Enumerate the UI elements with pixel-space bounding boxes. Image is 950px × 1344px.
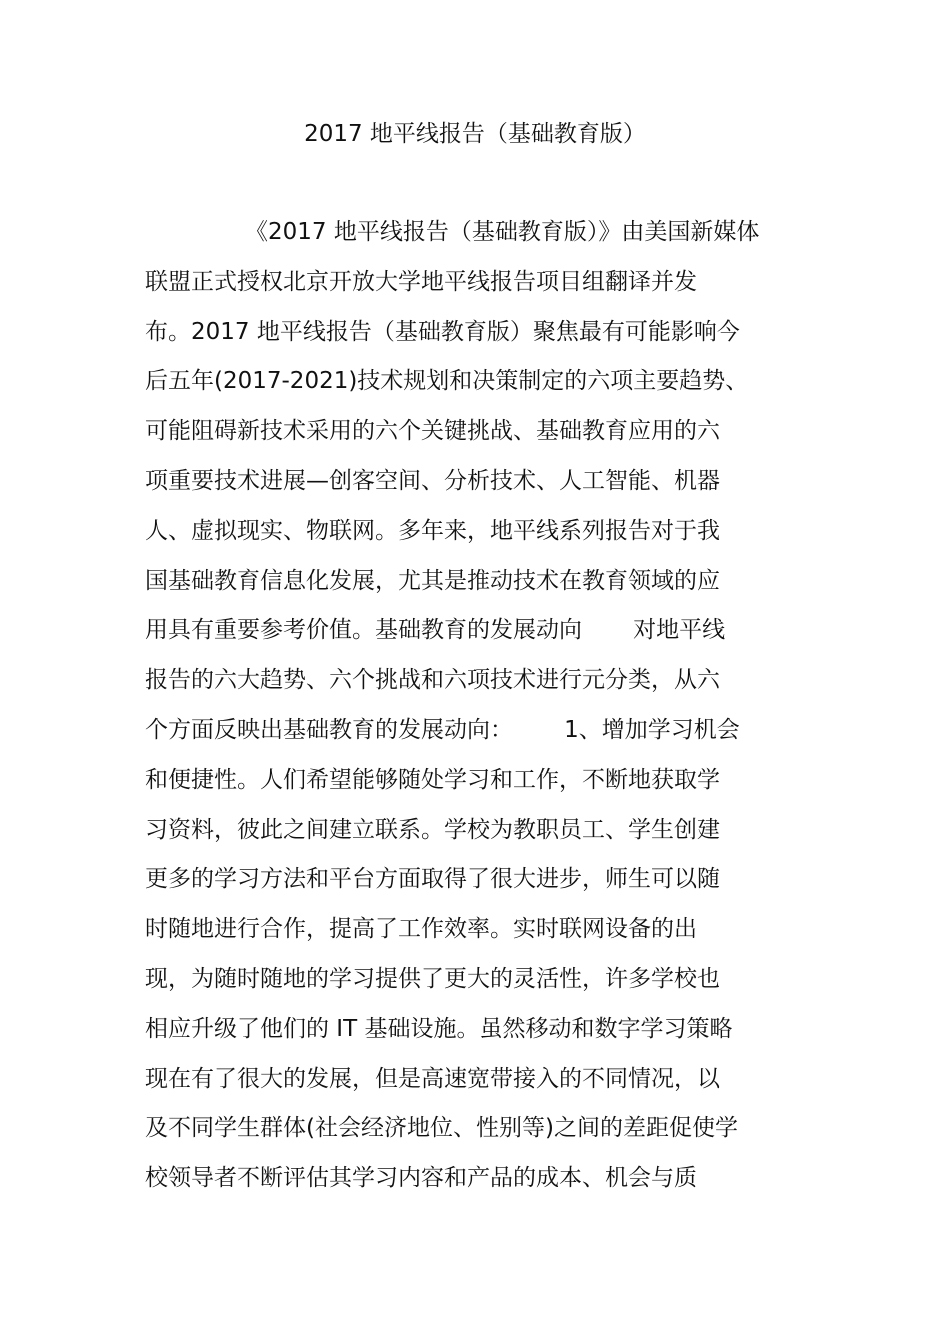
paragraph-line: 时随地进行合作，提高了工作效率。实时联网设备的出 xyxy=(145,916,697,943)
paragraph-line: 现，为随时随地的学习提供了更大的灵活性，许多学校也 xyxy=(145,965,720,992)
paragraph-line: 现在有了很大的发展，但是高速宽带接入的不同情况，以 xyxy=(145,1065,720,1092)
paragraph-line: 可能阻碍新技术采用的六个关键挑战、基础教育应用的六 xyxy=(145,418,720,445)
paragraph-line: 个方面反映出基础教育的发展动向： 1、增加学习机会 xyxy=(145,716,740,743)
paragraph-line: 更多的学习方法和平台方面取得了很大进步，师生可以随 xyxy=(145,866,720,893)
document-body xyxy=(145,214,825,1210)
paragraph-line: 用具有重要参考价值。基础教育的发展动向 对地平线 xyxy=(145,617,726,644)
document-title: 2017 地平线报告（基础教育版） xyxy=(304,121,646,147)
paragraph-line: 报告的六大趋势、六个挑战和六项技术进行元分类，从六 xyxy=(145,667,720,694)
paragraph-line: 校领导者不断评估其学习内容和产品的成本、机会与质 xyxy=(145,1165,697,1192)
paragraph-line: 布。2017 地平线报告（基础教育版）聚焦最有可能影响今 xyxy=(145,318,740,345)
paragraph-line: 项重要技术进展—创客空间、分析技术、人工智能、机器 xyxy=(145,467,720,494)
paragraph-line: 人、虚拟现实、物联网。多年来，地平线系列报告对于我 xyxy=(145,517,720,544)
paragraph-line: 和便捷性。人们希望能够随处学习和工作，不断地获取学 xyxy=(145,766,720,793)
paragraph-line: 相应升级了他们的 IT 基础设施。虽然移动和数字学习策略 xyxy=(145,1015,733,1042)
paragraph-line: 及不同学生群体(社会经济地位、性别等)之间的差距促使学 xyxy=(145,1115,738,1142)
paragraph-line: 后五年(2017-2021)技术规划和决策制定的六项主要趋势、 xyxy=(145,368,749,395)
paragraph-line: 联盟正式授权北京开放大学地平线报告项目组翻译并发 xyxy=(145,268,697,295)
paragraph-line: 《2017 地平线报告（基础教育版）》由美国新媒体 xyxy=(245,219,760,245)
paragraph-line: 习资料，彼此之间建立联系。学校为教职员工、学生创建 xyxy=(145,816,720,843)
paragraph-line: 国基础教育信息化发展，尤其是推动技术在教育领域的应 xyxy=(145,567,720,594)
